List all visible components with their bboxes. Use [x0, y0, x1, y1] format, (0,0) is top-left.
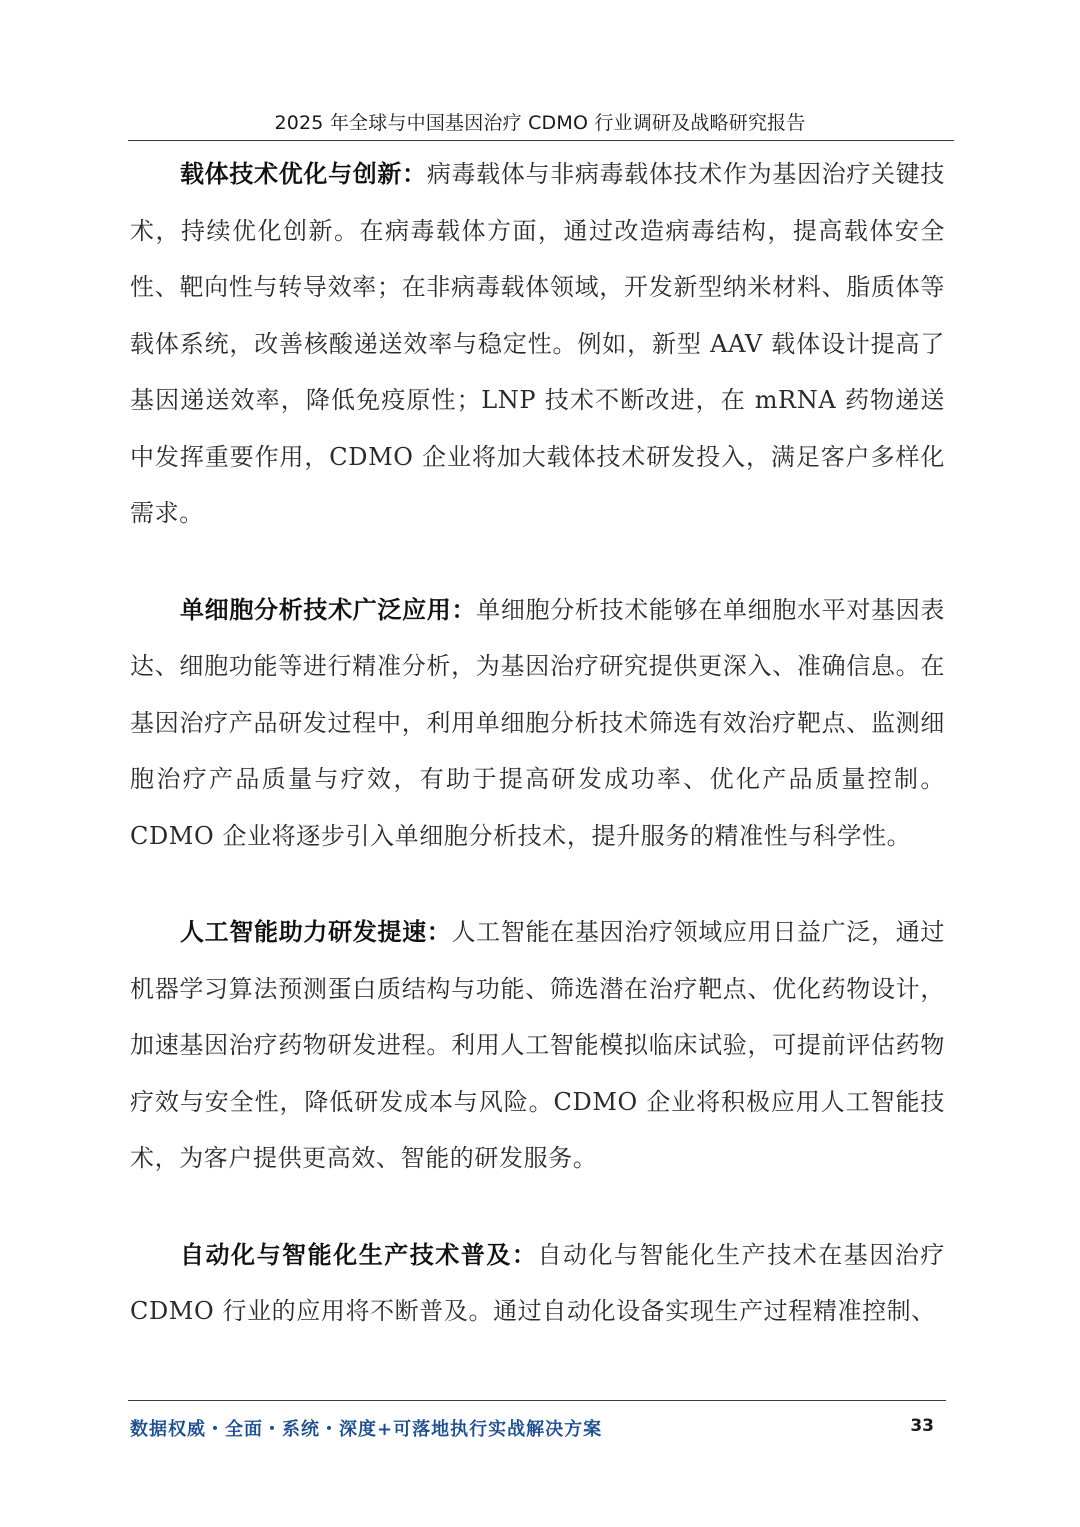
header-divider	[128, 140, 954, 141]
paragraph-artificial-intelligence	[130, 904, 945, 1187]
paragraph-text: 病毒载体与非病毒载体技术作为基因治疗关键技术，持续优化创新。在病毒载体方面，通过改造病毒结构，提高载体安全性、靶向性与转导效率；在非病毒载体领域，开发新型纳米材料、脂质体等载体系统，改善核酸递送效率与稳定性。例如，新型 AAV 载体设计提高了基因递送效率，降低免疫原性；LNP 技术不断改进，在 mRNA 药物递送中发挥重要作用，CDMO 企业将加大载体技术研发投入，满足客户多样化需求。	[130, 160, 945, 527]
paragraph-lead: 自动化与智能化生产技术普及：	[180, 1240, 538, 1269]
paragraph-lead: 载体技术优化与创新：	[180, 160, 427, 188]
footer-divider	[128, 1400, 946, 1401]
document-body	[130, 146, 945, 1380]
paragraph-lead: 人工智能助力研发提速：	[180, 918, 452, 946]
paragraph-vector-technology	[130, 146, 945, 542]
page-number: 33	[910, 1416, 934, 1436]
paragraph-single-cell-analysis	[130, 582, 945, 865]
page-header-title: 2025 年全球与中国基因治疗 CDMO 行业调研及战略研究报告	[274, 112, 806, 134]
paragraph-text: 人工智能在基因治疗领域应用日益广泛，通过机器学习算法预测蛋白质结构与功能、筛选潜在治疗靶点、优化药物设计，加速基因治疗药物研发进程。利用人工智能模拟临床试验，可提前评估药物疗效与安全性，降低研发成本与风险。CDMO 企业将积极应用人工智能技术，为客户提供更高效、智能的研发服务。	[130, 918, 945, 1172]
footer-slogan: 数据权威・全面・系统・深度+可落地执行实战解决方案	[130, 1419, 603, 1440]
paragraph-automation	[130, 1227, 945, 1340]
paragraph-text: 自动化与智能化生产技术在基因治疗 CDMO 行业的应用将不断普及。通过自动化设备实现生产过程精准控制、	[130, 1240, 945, 1325]
paragraph-text: 单细胞分析技术能够在单细胞水平对基因表达、细胞功能等进行精准分析，为基因治疗研究提供更深入、准确信息。在基因治疗产品研发过程中，利用单细胞分析技术筛选有效治疗靶点、监测细胞治疗产品质量与疗效，有助于提高研发成功率、优化产品质量控制。CDMO 企业将逐步引入单细胞分析技术，提升服务的精准性与科学性。	[130, 595, 945, 850]
paragraph-lead: 单细胞分析技术广泛应用：	[180, 595, 477, 624]
